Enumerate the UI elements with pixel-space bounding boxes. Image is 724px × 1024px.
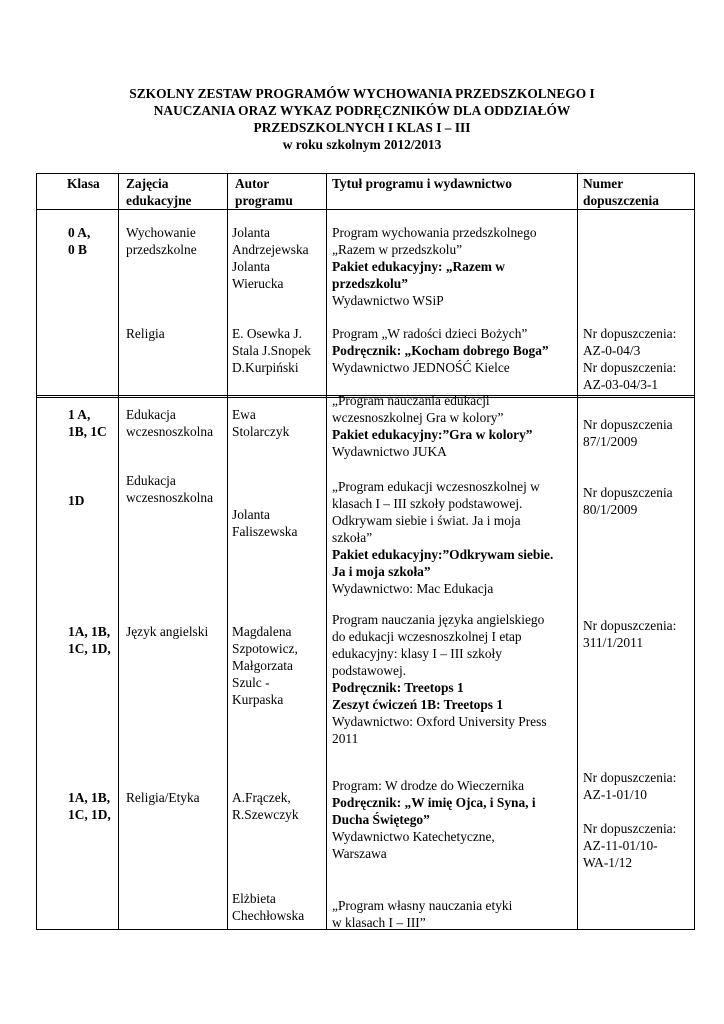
row3-tytul: „Program nauczania edukacji wczesnoszkolnej Gra w kolory” Pakiet edukacyjny:”Gra w kolory” Wydawnictwo JUKA — [332, 393, 533, 459]
header-line: programu — [235, 193, 293, 208]
row1-zajecia: Wychowanie przedszkolne — [126, 225, 197, 257]
row2-numer: Nr dopuszczenia: AZ-0-04/3 Nr dopuszczenia: AZ-03-04/3-1 — [583, 326, 677, 392]
row2-zajecia: Religia — [126, 326, 165, 341]
row6-numer: Nr dopuszczenia: AZ-1-01/10 Nr dopuszczenia: AZ-11-01/10- WA-1/12 — [583, 770, 677, 870]
header-line: edukacyjne — [126, 193, 192, 208]
row7-autor: Elżbieta Chechłowska — [232, 891, 305, 923]
row4-zajecia: Edukacja wczesnoszkolna — [126, 473, 214, 505]
row4-autor: Jolanta Faliszewska — [232, 507, 298, 539]
header-line: dopuszczenia — [583, 193, 659, 208]
header-autor — [235, 175, 293, 209]
row5-numer: Nr dopuszczenia: 311/1/2011 — [583, 618, 677, 650]
row2-autor: E. Osewka J. Stala J.Snopek D.Kurpiński — [232, 326, 311, 375]
header-line: Numer — [583, 176, 624, 191]
row3-autor: Ewa Stolarczyk — [232, 407, 290, 439]
header-line: Zajęcia — [126, 176, 169, 191]
row5-tytul: Program nauczania języka angielskiego do edukacji wczesnoszkolnej I etap edukacyjny: klasy I – III szkoły podstawowej. Podręcznik: Treetops 1 Zeszyt ćwiczeń 1B: Treetops 1 Wydawnictwo: Oxford University Press 2011 — [332, 612, 547, 746]
row1-tytul: Program wychowania przedszkolnego „Razem w przedszkolu” Pakiet edukacyjny: „Razem w przedszkolu” Wydawnictwo WSiP — [332, 225, 537, 308]
row2-tytul: Program „W radości dzieci Bożych” Podręcznik: „Kocham dobrego Boga” Wydawnictwo JEDNOŚĆ Kielce — [332, 326, 549, 375]
title-line: w roku szkolnym 2012/2013 — [282, 137, 442, 152]
title-line: NAUCZANIA ORAZ WYKAZ PODRĘCZNIKÓW DLA ODDZIAŁÓW — [153, 103, 571, 118]
title-line: SZKOLNY ZESTAW PROGRAMÓW WYCHOWANIA PRZEDSZKOLNEGO I — [129, 86, 595, 101]
row4-klasa: 1D — [68, 493, 85, 508]
header-zajecia — [126, 175, 191, 209]
curriculum-table — [36, 173, 695, 930]
row6-klasa: 1A, 1B, 1C, 1D, — [68, 790, 111, 822]
row6-autor: A.Frączek, R.Szewczyk — [232, 790, 299, 822]
row3-klasa: 1 A, 1B, 1C — [68, 407, 107, 439]
row7-tytul: „Program własny nauczania etyki w klasach I – III” — [332, 898, 513, 930]
row1-autor: Jolanta Andrzejewska Jolanta Wierucka — [232, 225, 309, 291]
row1-klasa: 0 A, 0 B — [68, 225, 91, 257]
document-title — [40, 85, 684, 153]
row3-numer: Nr dopuszczenia 87/1/2009 — [583, 417, 673, 449]
header-line: Autor — [235, 176, 270, 191]
row5-zajecia: Język angielski — [126, 624, 209, 639]
header-numer — [583, 175, 659, 209]
row6-tytul: Program: W drodze do Wieczernika Podręcznik: „W imię Ojca, i Syna, i Ducha Świętego” Wydawnictwo Katechetyczne, Warszawa — [332, 778, 536, 861]
row4-tytul: „Program edukacji wczesnoszkolnej w klasach I – III szkoły podstawowej. Odkrywam siebie i świat. Ja i moja szkoła” Pakiet edukacyjny:”Odkrywam siebie. Ja i moja szkoła” Wydawnictwo: Mac Edukacja — [332, 479, 554, 596]
row4-numer: Nr dopuszczenia 80/1/2009 — [583, 485, 673, 517]
row-divider — [37, 209, 694, 210]
row5-autor: Magdalena Szpotowicz, Małgorzata Szulc - Kurpaska — [232, 624, 298, 707]
column-divider — [577, 174, 578, 929]
row3-zajecia: Edukacja wczesnoszkolna — [126, 407, 214, 439]
column-divider — [118, 174, 119, 929]
header-tytul: Tytuł programu i wydawnictwo — [332, 176, 512, 191]
header-klasa: Klasa — [67, 176, 100, 191]
title-line: PRZEDSZKOLNYCH I KLAS I – III — [253, 120, 471, 135]
column-divider — [227, 174, 228, 929]
row6-zajecia: Religia/Etyka — [126, 790, 200, 805]
column-divider — [326, 174, 327, 929]
row5-klasa: 1A, 1B, 1C, 1D, — [68, 624, 111, 656]
